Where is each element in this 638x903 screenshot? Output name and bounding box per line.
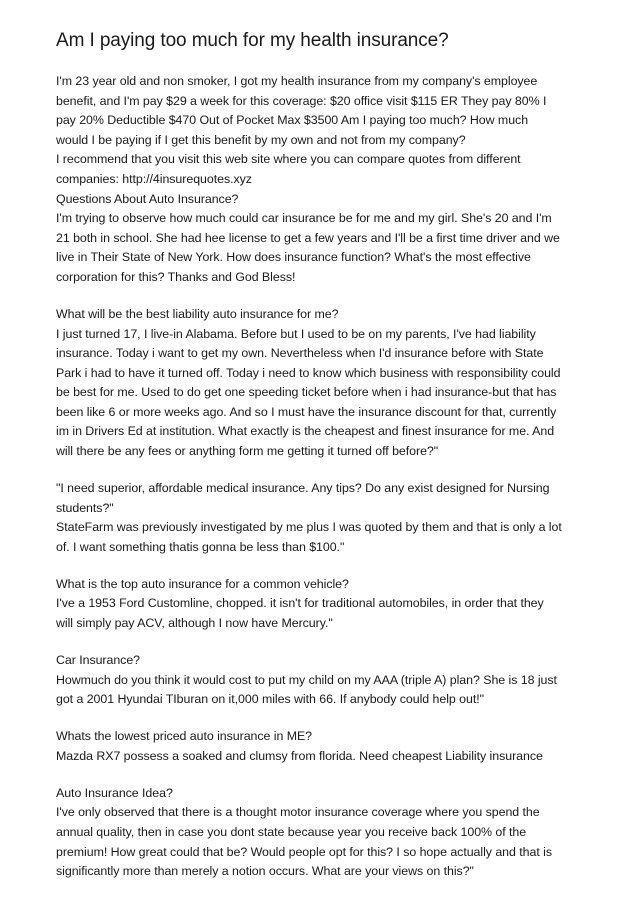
paragraph-insurance-idea: Auto Insurance Idea? I've only observed that there is a thought motor insurance coverage where you spend the annual quality, then in case you dont state because year you receive back 100% of the premium! How great could that be? Would people opt for this? I so hope actually and that is significantly more than merely a notion occurs. What are your views on this?" xyxy=(56,785,552,879)
page-title: Am I paying too much for my health insurance? xyxy=(56,30,449,51)
paragraph-liability-auto: What will be the best liability auto insurance for me? I just turned 17, I live-in Alabama. Before but I used to be on my parents, I've had liability insurance. Today i want to get my own. Nevertheless when I'd insurance before with State Park i had to have it turned off. Today i need to know which business with responsibility could be best for me. Used to do get one speeding ticket before when i had insurance-but that has been like 6 or more weeks ago. And so I must have the insurance discount for that, currently im in Drivers Ed at institution. What exactly is the cheapest and finest insurance for me. And will there be any fees or anything form me getting it turned off before?" xyxy=(56,306,561,459)
paragraph-common-vehicle: What is the top auto insurance for a common vehicle? I've a 1953 Ford Customline, chopped. it isn't for traditional automobiles, in order that they will simply pay ACV, although I now have Mercury." xyxy=(56,576,544,631)
document-page xyxy=(56,28,590,882)
paragraph-car-insurance: Car Insurance? Howmuch do you think it would cost to put my child on my AAA (triple A) plan? She is 18 just got a 2001 Hyundai TIburan on it,000 miles with 66. If anybody could help out!" xyxy=(56,653,557,707)
paragraph-health-insurance: I'm 23 year old and non smoker, I got my health insurance from my company's employee benefit, and I'm pay $29 a week for this coverage: $20 office visit $115 ER They pay 80% I pay 20% Deductible $470 Out of Pocket Max $3500 Am I paying too much? How much would I be paying if I get this benefit by my own and not from my company? I recommend that you visit this web site where you can compare quotes from different companies: http://4insurequotes.xyz Questions About Auto Insurance? I'm trying to observe how much could car insurance be for me and my girl. She's 20 and I'm 21 both in school. She had hee license to get a few years and I'll be a first time driver and we live in Their State of New York. How does insurance function? What's the most effective corporation for this? Thanks and God Bless! xyxy=(56,74,560,284)
paragraph-lowest-priced: Whats the lowest priced auto insurance in ME? Mazda RX7 possess a soaked and clumsy from florida. Need cheapest Liability insurance xyxy=(56,729,543,763)
paragraph-nursing-medical: "I need superior, affordable medical insurance. Any tips? Do any exist designed for Nursing students?" StateFarm was previously investigated by me plus I was quoted by them and that is only a lot of. I want something thatis gonna be less than $100." xyxy=(56,481,562,554)
